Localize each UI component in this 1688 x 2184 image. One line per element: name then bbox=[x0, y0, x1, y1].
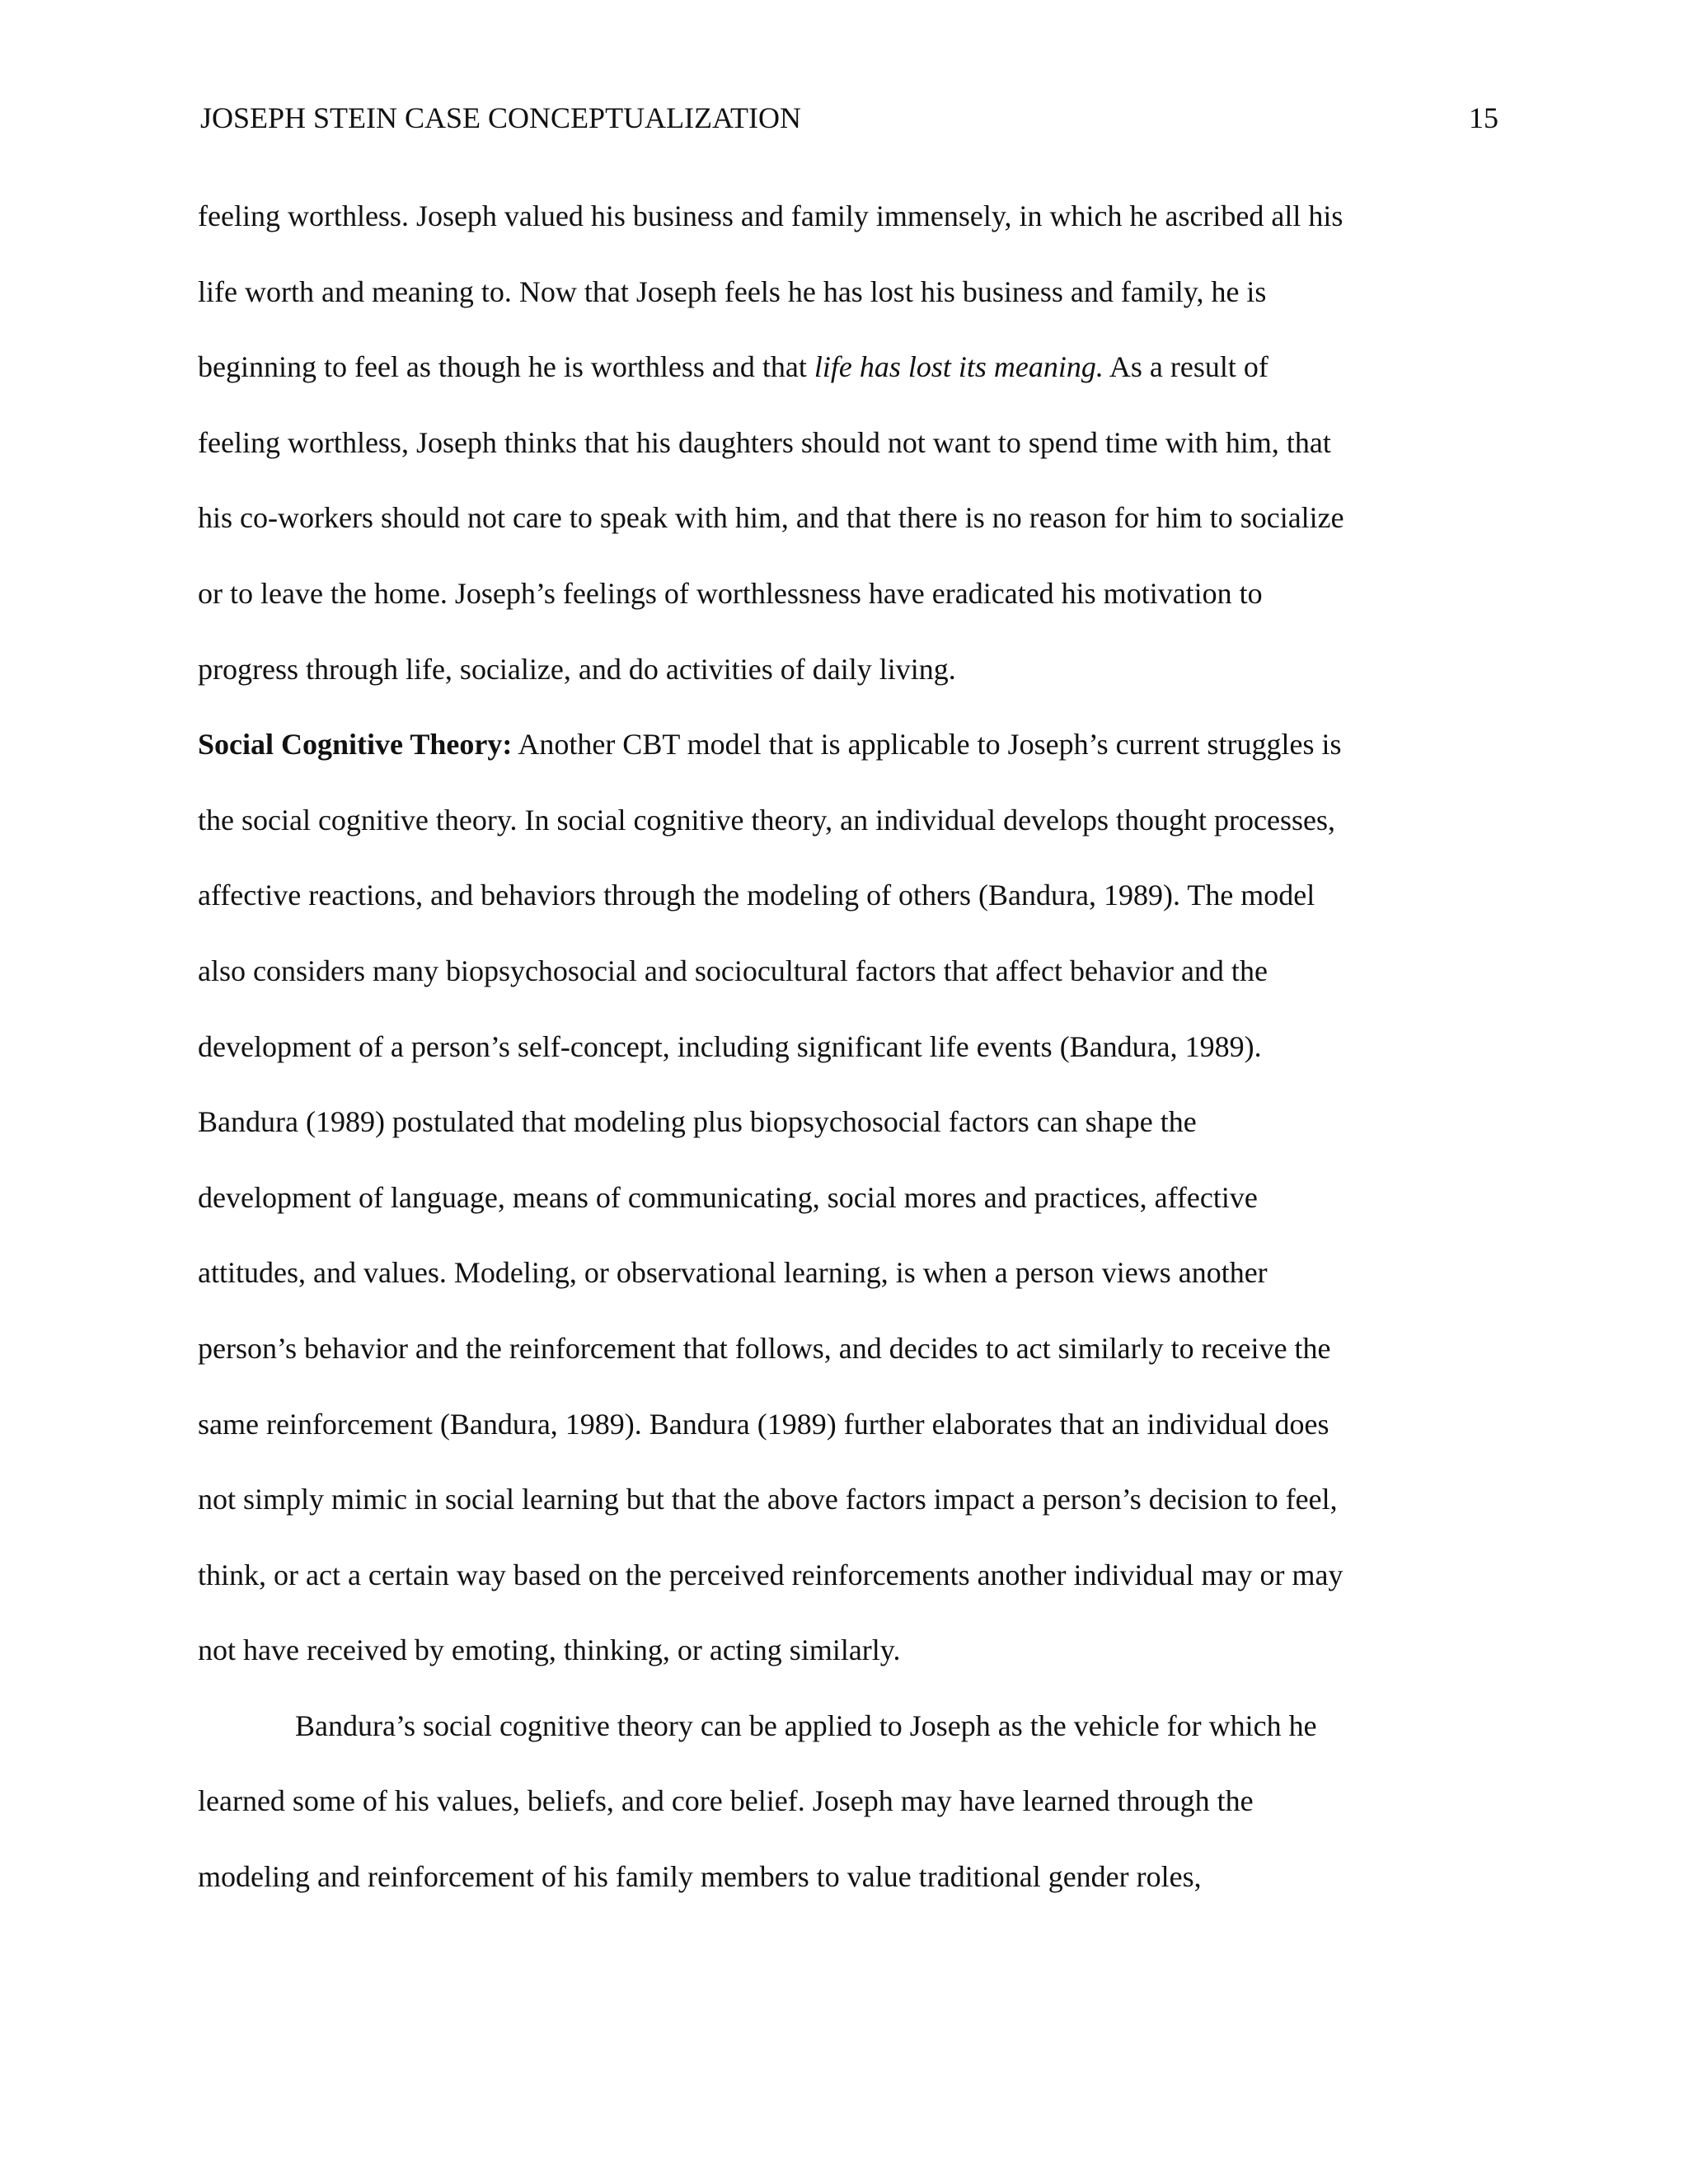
italic-phrase: life has lost its meaning. bbox=[814, 350, 1104, 384]
page-header bbox=[200, 97, 1498, 138]
text-line: feeling worthless, Joseph thinks that his daughters should not want to spend time with him, that bbox=[198, 425, 1331, 459]
text-line: progress through life, socialize, and do activities of daily living. bbox=[198, 652, 956, 686]
text-line: person’s behavior and the reinforcement that follows, and decides to act similarly to receive the bbox=[198, 1331, 1331, 1365]
section-heading: Social Cognitive Theory: bbox=[198, 728, 513, 762]
text-line: the social cognitive theory. In social cognitive theory, an individual develops thought processes, bbox=[198, 803, 1335, 837]
text-line: also considers many biopsychosocial and sociocultural factors that affect behavior and the bbox=[198, 954, 1268, 987]
text-line: development of language, means of communicating, social mores and practices, affective bbox=[198, 1180, 1258, 1214]
text-line: not simply mimic in social learning but that the above factors impact a person’s decision to feel, bbox=[198, 1483, 1338, 1516]
text-line: affective reactions, and behaviors through the modeling of others (Bandura, 1989). The model bbox=[198, 879, 1315, 912]
text-line: beginning to feel as though he is worthless and that life has lost its meaning. As a result of bbox=[198, 350, 1268, 384]
text-line: life worth and meaning to. Now that Joseph feels he has lost his business and family, he is bbox=[198, 274, 1267, 308]
text-line: learned some of his values, beliefs, and core belief. Joseph may have learned through the bbox=[198, 1784, 1254, 1818]
text-line: think, or act a certain way based on the perceived reinforcements another individual may or may bbox=[198, 1558, 1343, 1591]
section-heading-line: Social Cognitive Theory: Another CBT model that is applicable to Joseph’s current struggles is bbox=[198, 728, 1342, 762]
text-line: his co-workers should not care to speak with him, and that there is no reason for him to socialize bbox=[198, 501, 1344, 535]
text-line: Bandura (1989) postulated that modeling plus biopsychosocial factors can shape the bbox=[198, 1105, 1197, 1139]
text-line: attitudes, and values. Modeling, or observational learning, is when a person views another bbox=[198, 1256, 1268, 1290]
text-line: or to leave the home. Joseph’s feelings of worthlessness have eradicated his motivation to bbox=[198, 576, 1263, 610]
text-line: modeling and reinforcement of his family members to value traditional gender roles, bbox=[198, 1860, 1202, 1894]
page-number: 15 bbox=[1469, 101, 1498, 134]
running-head: JOSEPH STEIN CASE CONCEPTUALIZATION bbox=[200, 101, 802, 134]
text-line: same reinforcement (Bandura, 1989). Bandura (1989) further elaborates that an individual does bbox=[198, 1407, 1329, 1441]
text-line: development of a person’s self-concept, including significant life events (Bandura, 1989). bbox=[198, 1029, 1262, 1063]
text-line: not have received by emoting, thinking, or acting similarly. bbox=[198, 1633, 901, 1667]
body-text bbox=[198, 191, 1484, 1928]
text-line: feeling worthless. Joseph valued his business and family immensely, in which he ascribed all his bbox=[198, 199, 1343, 232]
paragraph-first-line: Bandura’s social cognitive theory can be applied to Joseph as the vehicle for which he bbox=[295, 1708, 1317, 1742]
